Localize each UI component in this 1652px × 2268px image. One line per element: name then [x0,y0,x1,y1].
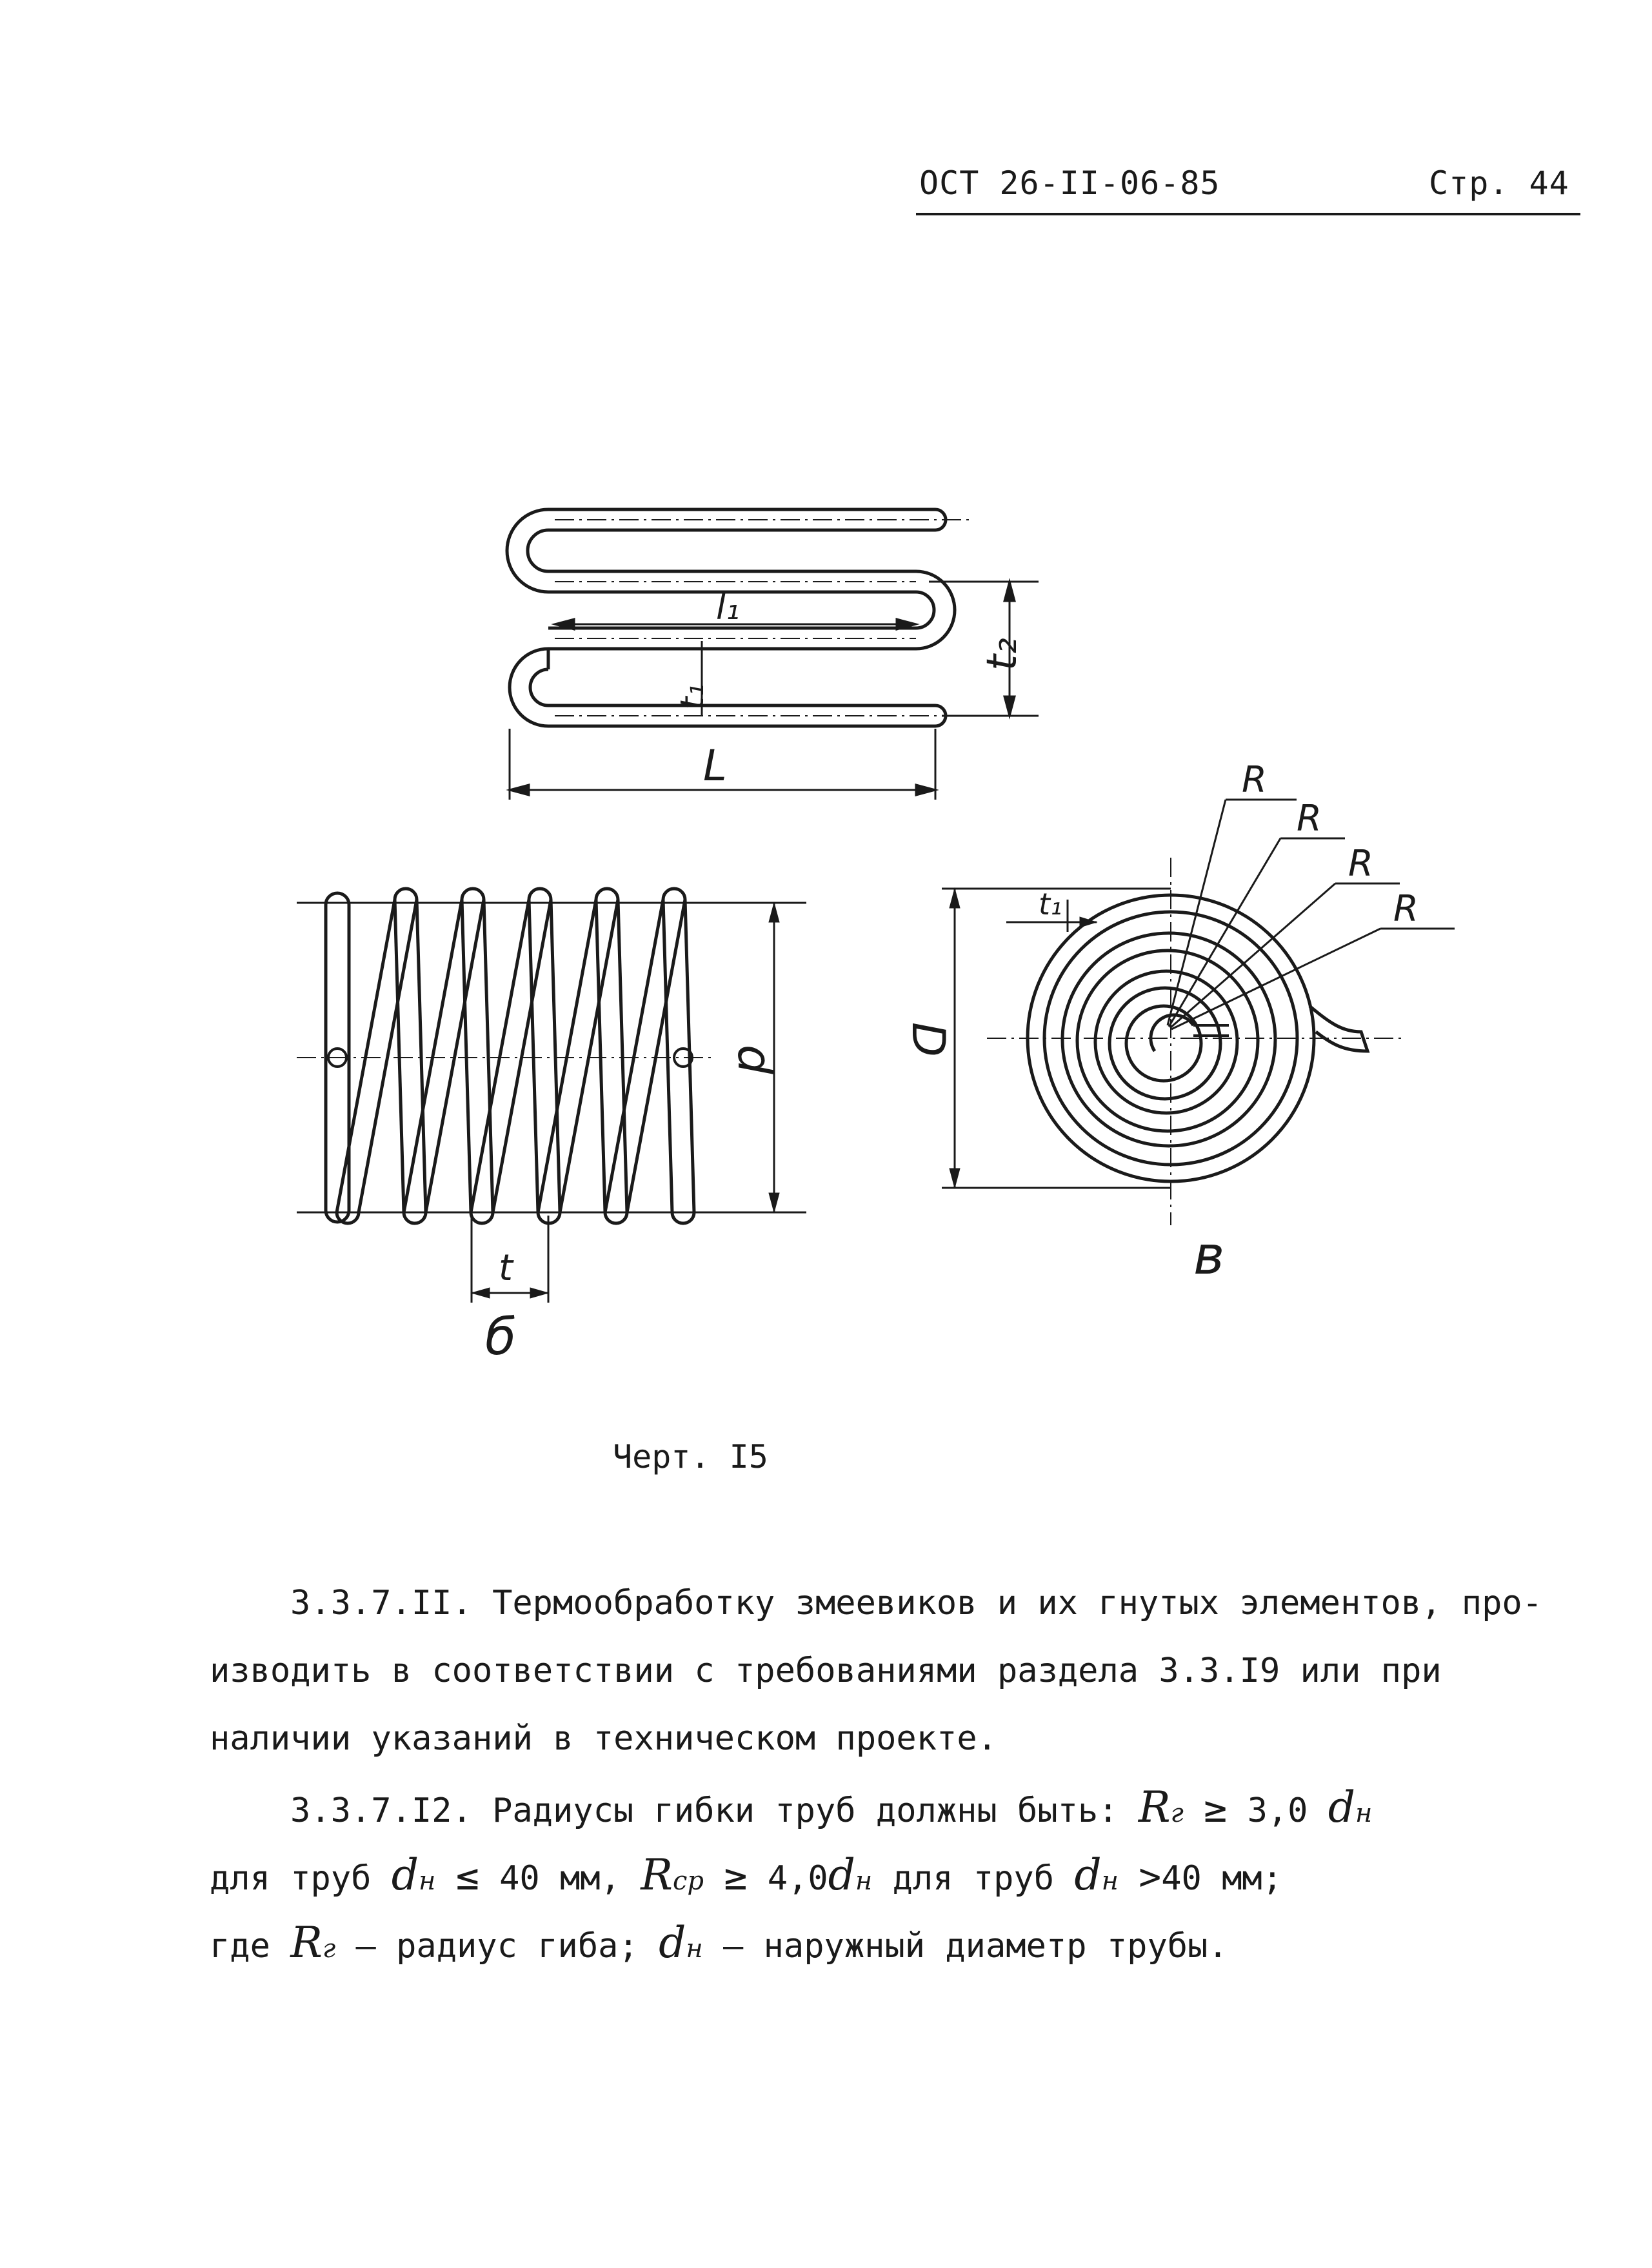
serpentine-dimensions [510,582,1039,800]
formula-operator: ≥ [1204,1786,1228,1831]
dim-label-R3: R [1348,843,1373,885]
paragraph-line [210,1918,1228,1967]
dim-label-d: d [728,1045,782,1074]
text-run: для труб [210,1859,372,1898]
dim-label-D: D [902,1022,955,1057]
view-label-v: в [1193,1225,1225,1287]
dim-label-t1-spiral: t₁ [1039,887,1062,922]
serpentine-centerlines [555,520,974,716]
flat-spiral [942,800,1455,1225]
formula-symbol: d [828,1850,855,1900]
formula-subscript: н [1355,1799,1373,1828]
formula-symbol: d [1074,1850,1102,1900]
formula-symbol: R [641,1850,673,1900]
view-label-b: б [485,1308,517,1366]
page-number: Стр. 44 [1429,164,1569,202]
paragraph-line: изводить в соответствии с требованиями раздела 3.3.I9 или при [210,1652,1442,1690]
formula-symbol: d [659,1918,686,1967]
text-run: где [210,1927,270,1966]
paragraph-line [210,1850,1283,1900]
dim-label-L: L [703,741,727,791]
formula-operator: ≤ [455,1854,479,1899]
text-run: 3.3.7.I2. Радиусы гибки труб должны быть: [290,1791,1119,1830]
dim-label-l1: l₁ [716,587,740,627]
text-run: для труб [892,1859,1055,1898]
dim-label-R2: R [1297,798,1322,840]
formula-subscript: н [419,1866,436,1896]
text-run: 40 мм; [1161,1859,1283,1898]
paragraph-line: 3.3.7.II. Термообработку змеевиков и их гнутых элементов, про- [290,1584,1543,1622]
paragraph-line [290,1782,1373,1832]
formula-subscript: н [1101,1866,1119,1896]
paragraph-line: наличии указаний в техническом проекте. [210,1719,997,1758]
text-run: 40 мм, [499,1859,621,1898]
formula-operator: ≥ [724,1854,748,1899]
dim-label-t1: t₁ [673,684,711,709]
dim-label-R4: R [1393,888,1418,930]
formula-subscript: ср [672,1866,704,1896]
text-run: – наружный диаметр трубы. [723,1927,1228,1966]
text-run: – радиус гиба; [355,1927,639,1966]
formula-coefficient: 3,0 [1247,1791,1308,1830]
formula-subscript: г [1170,1799,1184,1828]
figure-caption: Черт. I5 [613,1438,768,1475]
formula-symbol: d [1328,1782,1356,1832]
doc-code: ОСТ 26-II-06-85 [919,164,1220,202]
dim-label-t2: t₂ [979,638,1026,671]
cylindrical-coil [297,889,806,1303]
formula-subscript: г [322,1934,336,1964]
formula-subscript: н [686,1934,703,1964]
formula-symbol: R [290,1918,323,1967]
dim-label-R1: R [1242,759,1267,801]
formula-operator: > [1139,1855,1162,1898]
formula-subscript: н [855,1866,873,1896]
formula-symbol: d [391,1850,419,1900]
formula-symbol: R [1138,1782,1171,1832]
formula-coefficient: 4,0 [767,1859,828,1898]
dim-label-t: t [499,1247,513,1289]
